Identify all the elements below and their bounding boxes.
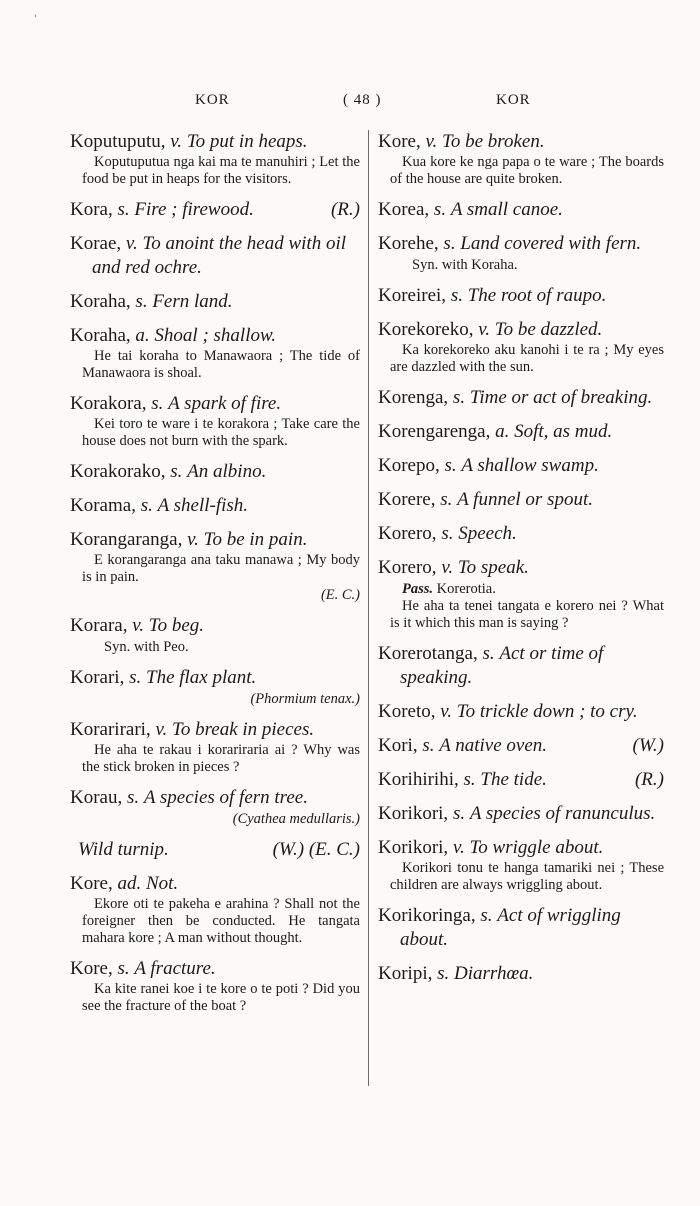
entry-head [378,904,664,952]
part-of-speech: s. [135,291,148,312]
part-of-speech: s. [450,285,463,306]
entry-head [378,420,664,444]
headword: Korekoreko, [378,319,474,340]
part-of-speech: s. [441,523,454,544]
part-of-speech: ad. [117,873,142,894]
definition: A fracture. [134,958,216,979]
passive-word: Korerotia. [436,581,496,597]
entry-head [70,718,360,742]
entry-head [378,284,664,308]
entry-head [378,836,664,860]
entry-head [378,488,664,512]
part-of-speech: s. [463,769,476,790]
entry-head [70,666,360,690]
part-of-speech: s. [140,495,153,516]
dictionary-entry [378,768,664,792]
dictionary-entry [70,872,360,947]
definition: To speak. [457,557,529,578]
part-of-speech: s. [452,803,466,824]
part-of-speech: v. [170,131,183,152]
part-of-speech: s. [437,963,450,984]
dictionary-entry [70,666,360,708]
part-of-speech: v. [425,131,438,152]
dictionary-entry [378,522,664,546]
entry-head [70,528,360,552]
example-sentence: He aha te rakau i korariraria ai ? Why was the stick broken in pieces ? [82,742,360,775]
definition: To wriggle about. [469,837,604,858]
headword: Korero, [378,557,437,578]
headword: Kore, [378,131,421,152]
headword: Korea, [378,199,430,220]
part-of-speech: s. [444,455,457,476]
part-of-speech: s. [480,905,493,926]
entry-head [70,198,360,222]
entry-head [378,130,664,154]
part-of-speech: s. [126,787,140,808]
entry-head [70,324,360,348]
definition: The root of raupo. [467,285,607,306]
dictionary-entry [378,802,664,826]
passive-form [378,580,664,598]
definition: To be broken. [442,131,545,152]
column-divider [368,130,369,1086]
example-sentence: Koputuputua nga kai ma te manuhiri ; Let the food be put in heaps for the visitors. [82,154,360,187]
headword: Kori, [378,735,418,756]
dictionary-entry [378,318,664,376]
page-number: ( 48 ) [343,92,382,108]
headword: Koraha, [70,291,131,312]
dictionary-entry [70,838,360,862]
part-of-speech: v. [441,557,454,578]
headword: Koreto, [378,701,436,722]
entry-head [70,614,360,638]
entry-head [70,957,360,981]
headword: Korepo, [378,455,440,476]
headword: Koputuputu, [70,131,166,152]
definition: Diarrhœa. [454,963,534,984]
headword: Korau, [70,787,123,808]
definition: A funnel or spout. [457,489,593,510]
synonym-note: Syn. with Peo. [104,639,189,655]
headword: Korere, [378,489,436,510]
example-sentence: He tai koraha to Manawaora ; The tide of Manawaora is shoal. [82,348,360,381]
headword: Korikori, [378,803,449,824]
dictionary-entry [378,734,664,758]
scientific-name: (Cyathea medullaris.) [232,811,360,827]
headword: Korakora, [70,393,147,414]
headword: Korarirari, [70,719,151,740]
dictionary-entry [378,904,664,952]
entry-head [70,392,360,416]
entry-head [70,232,360,280]
headword: Korae, [70,233,122,254]
entry-head [378,318,664,342]
definition: To beg. [148,615,205,636]
example-sentence: Ekore oti te pakeha e arahina ? Shall not the foreigner then be conducted. He tangata mahara kore ; A man without thought. [82,896,360,946]
definition: To anoint the head with oil and red ochre. [92,233,347,278]
headword: Kore, [70,873,113,894]
example-sentence: He aha ta tenei tangata e korero nei ? What is it which this man is saying ? [390,598,664,631]
example-sentence: E korangaranga ana taku manawa ; My body is in pain. [82,552,360,585]
entry-source-tag: (W.) (E. C.) [272,839,360,860]
dictionary-entry [70,614,360,656]
left-column [70,130,360,1025]
part-of-speech: v. [478,319,491,340]
part-of-speech: v. [125,233,138,254]
definition: Act of wriggling about. [400,905,621,950]
continuation-definition: Wild turnip. [78,839,169,860]
definition: Speech. [458,523,517,544]
header-left: KOR [195,92,230,108]
definition: Shoal ; shallow. [154,325,276,346]
entry-head [70,290,360,314]
dictionary-entry [70,786,360,828]
part-of-speech: s. [117,958,130,979]
entry-head [70,494,360,518]
dictionary-entry [378,642,664,690]
part-of-speech: s. [170,461,183,482]
synonym-note: Syn. with Koraha. [412,257,518,273]
entry-head [378,768,664,792]
dictionary-entry [378,836,664,894]
definition: A spark of fire. [168,393,282,414]
dictionary-entry [378,130,664,188]
example-sentence: Ka korekoreko aku kanohi i te ra ; My eyes are dazzled with the sun. [390,342,664,375]
part-of-speech: a. [495,421,510,442]
dictionary-entry [70,392,360,450]
part-of-speech: v. [187,529,199,550]
example-sentence: Ka kite ranei koe i te kore o te poti ? Did you see the fracture of the boat ? [82,981,360,1014]
dictionary-entry [70,290,360,314]
entry-head [70,130,360,154]
headword: Korari, [70,667,125,688]
entry-head [378,556,664,580]
entry-head [378,642,664,690]
scientific-name: (E. C.) [320,587,360,603]
entry-head [378,734,664,758]
entry-source-tag: (W.) [632,735,664,756]
definition: Fern land. [152,291,233,312]
definition: To break in pieces. [172,719,315,740]
definition: An albino. [187,461,267,482]
definition: To put in heaps. [186,131,308,152]
headword: Korihirihi, [378,769,459,790]
part-of-speech: v. [132,615,145,636]
entry-head [378,522,664,546]
example-sentence: Kei toro te ware i te korakora ; Take care the house does not burn with the spark. [82,416,360,449]
headword: Korengarenga, [378,421,491,442]
part-of-speech: v. [452,837,465,858]
dictionary-entry [378,488,664,512]
headword: Kora, [70,199,113,220]
definition: A native oven. [439,735,548,756]
part-of-speech: s. [129,667,142,688]
definition: A shell-fish. [157,495,249,516]
dictionary-entry [70,460,360,484]
headword: Korero, [378,523,437,544]
entry-source-tag: (R.) [330,199,360,220]
entry-source-tag: (R.) [634,769,664,790]
entry-head [70,872,360,896]
part-of-speech: v. [440,701,453,722]
dictionary-entry [70,494,360,518]
dictionary-entry [70,198,360,222]
example-sentence: Kua kore ke nga papa o te ware ; The boards of the house are quite broken. [390,154,664,187]
entry-head [378,802,664,826]
dictionary-entry [378,386,664,410]
entry-head [378,386,664,410]
entry-head [378,232,664,256]
definition: To be in pain. [203,529,308,550]
headword: Korara, [70,615,128,636]
headword: Korehe, [378,233,439,254]
entry-continuation [70,838,360,862]
dictionary-entry [378,962,664,986]
part-of-speech: s. [117,199,130,220]
dictionary-entry [70,528,360,604]
definition: Time or act of breaking. [469,387,653,408]
definition: Land covered with fern. [460,233,642,254]
definition: Not. [145,873,179,894]
entry-head [70,460,360,484]
headword: Korangaranga, [70,529,183,550]
dictionary-entry [70,957,360,1015]
definition: A species of fern tree. [143,787,308,808]
part-of-speech: v. [155,719,168,740]
dictionary-entry [378,454,664,478]
definition: A shallow swamp. [461,455,599,476]
definition: The flax plant. [146,667,257,688]
definition: Fire ; firewood. [134,199,254,220]
part-of-speech: s. [151,393,164,414]
dictionary-entry [70,324,360,382]
entry-head [70,786,360,810]
dictionary-entry [378,232,664,274]
dictionary-entry [378,198,664,222]
entry-head [378,454,664,478]
page-mark: ' [34,14,37,25]
example-sentence: Korikori tonu te hanga tamariki nei ; These children are always wriggling about. [390,860,664,893]
definition: A species of ranunculus. [469,803,656,824]
part-of-speech: s. [452,387,466,408]
entry-head [378,700,664,724]
passive-label: Pass. [402,581,434,597]
entry-head [378,962,664,986]
dictionary-entry [378,420,664,444]
definition: To trickle down ; to cry. [456,701,638,722]
headword: Kore, [70,958,113,979]
headword: Korakorako, [70,461,166,482]
headword: Korerotanga, [378,643,478,664]
definition: A small canoe. [450,199,563,220]
running-header [0,92,700,116]
part-of-speech: a. [135,325,150,346]
definition: The tide. [480,769,547,790]
part-of-speech: s. [482,643,495,664]
headword: Koripi, [378,963,433,984]
headword: Koraha, [70,325,131,346]
definition: To be dazzled. [494,319,603,340]
entry-head [378,198,664,222]
dictionary-entry [70,232,360,280]
dictionary-entry [70,130,360,188]
scientific-name: (Phormium tenax.) [250,691,360,707]
right-column [378,130,664,996]
dictionary-entry [70,718,360,776]
part-of-speech: s. [422,735,435,756]
dictionary-entry [378,284,664,308]
headword: Korikoringa, [378,905,476,926]
definition: Act or time of speaking. [400,643,604,688]
part-of-speech: s. [443,233,456,254]
header-right: KOR [496,92,531,108]
dictionary-entry [378,700,664,724]
headword: Korama, [70,495,136,516]
part-of-speech: s. [433,199,447,220]
headword: Korenga, [378,387,449,408]
headword: Korikori, [378,837,449,858]
part-of-speech: s. [440,489,453,510]
dictionary-entry [378,556,664,632]
headword: Koreirei, [378,285,447,306]
definition: Soft, as mud. [514,421,613,442]
